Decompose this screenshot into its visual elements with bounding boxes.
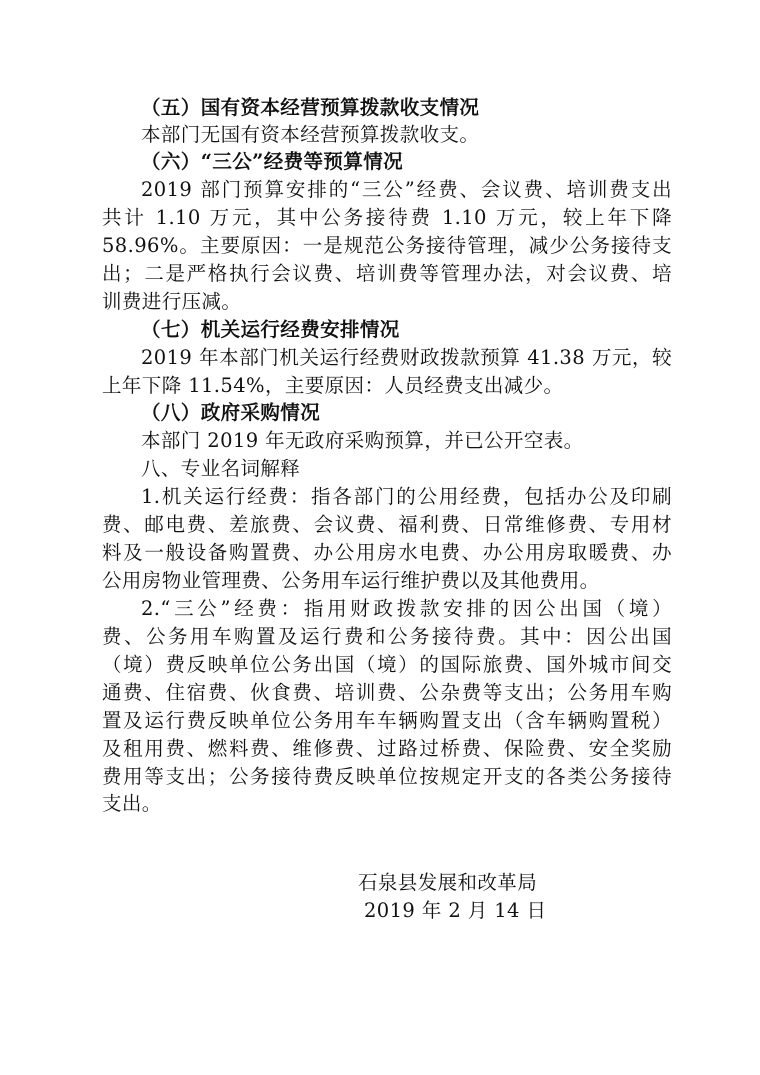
paragraph-line: 本部门 2019 年无政府采购预算，并已公开空表。 — [141, 429, 584, 452]
paragraph-line: 费用等支出；公务接待费反映单位按规定开支的各类公务接待 — [102, 765, 672, 788]
paragraph-line: 2.“三公”经费：指用财政拨款安排的因公出国（境） — [141, 597, 672, 620]
paragraph-line: 上年下降 11.54%，主要原因：人员经费支出减少。 — [102, 374, 564, 397]
paragraph-line: 及租用费、燃料费、维修费、过路过桥费、保险费、安全奖励 — [102, 737, 672, 760]
paragraph-line: 1.机关运行经费：指各部门的公用经费，包括办公及印刷 — [141, 485, 672, 508]
paragraph-line: （境）费反映单位公务出国（境）的国际旅费、国外城市间交 — [102, 653, 672, 676]
heading-three-public-expenses: （六）“三公”经费等预算情况 — [141, 150, 404, 173]
paragraph-line: 共计 1.10 万元，其中公务接待费 1.10 万元，较上年下降 — [102, 206, 672, 229]
paragraph-line: 2019 部门预算安排的“三公”经费、会议费、培训费支出 — [141, 178, 672, 201]
paragraph-line: 本部门无国有资本经营预算拨款收支。 — [141, 123, 480, 146]
paragraph-line: 训费进行压减。 — [102, 290, 242, 313]
paragraph-line: 公用房物业管理费、公务用车运行维护费以及其他费用。 — [102, 569, 600, 592]
heading-government-procurement: （八）政府采购情况 — [141, 401, 321, 424]
paragraph-line: 支出。 — [102, 792, 162, 815]
heading-terminology: 八、专业名词解释 — [141, 457, 301, 480]
paragraph-line: 料及一般设备购置费、办公用房水电费、办公用房取暖费、办 — [102, 541, 672, 564]
heading-state-capital-budget: （五）国有资本经营预算拨款收支情况 — [141, 96, 480, 119]
paragraph-line: 费、邮电费、差旅费、会议费、福利费、日常维修费、专用材 — [102, 513, 672, 536]
paragraph-line: 置及运行费反映单位公务用车车辆购置支出（含车辆购置税） — [102, 709, 672, 732]
heading-operating-expenses: （七）机关运行经费安排情况 — [141, 318, 400, 341]
paragraph-line: 费、公务用车购置及运行费和公务接待费。其中：因公出国 — [102, 625, 672, 648]
paragraph-line: 58.96%。主要原因：一是规范公务接待管理，减少公务接待支 — [102, 234, 672, 257]
signature-date: 2019 年 2 月 14 日 — [364, 899, 547, 922]
paragraph-line: 出；二是严格执行会议费、培训费等管理办法，对会议费、培 — [102, 262, 672, 285]
signature-organization: 石泉县发展和改革局 — [358, 871, 538, 894]
paragraph-line: 2019 年本部门机关运行经费财政拨款预算 41.38 万元，较 — [141, 346, 672, 369]
paragraph-line: 通费、住宿费、伙食费、培训费、公杂费等支出；公务用车购 — [102, 681, 672, 704]
